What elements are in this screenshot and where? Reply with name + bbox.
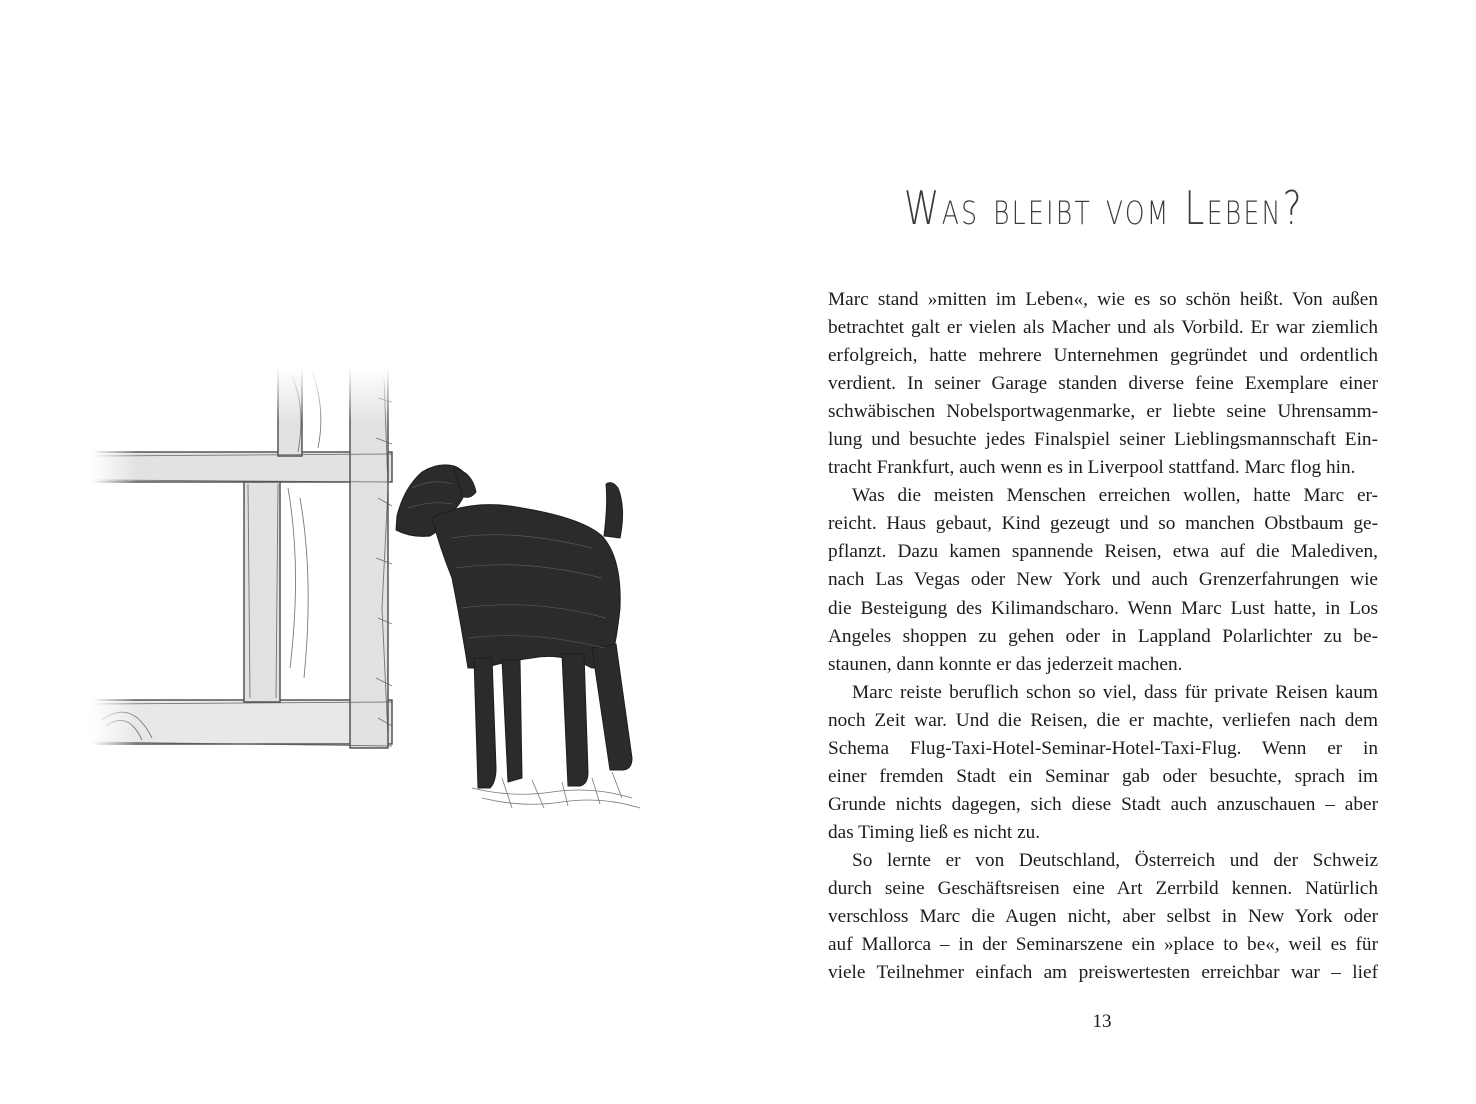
text-line: verdient. In seiner Garage standen diverse feine Exemplare einer	[828, 373, 1378, 395]
text-line: viele Teilnehmer einfach am preiswertesten erreichbar war – lief	[828, 962, 1378, 984]
text-line: Schema Flug-Taxi-Hotel-Seminar-Hotel-Taxi-Flug. Wenn er in	[828, 737, 1378, 759]
text-line: durch seine Geschäftsreisen eine Art Zerrbild kennen. Natürlich	[828, 877, 1378, 899]
text-line: das Timing ließ es nicht zu.	[828, 821, 1041, 843]
chapter-title: Was bleibt vom Leben?	[903, 180, 1305, 235]
body-text	[828, 286, 1378, 987]
text-line: Was die meisten Menschen erreichen wollen, hatte Marc er-	[852, 485, 1378, 507]
text-line: betrachtet galt er vielen als Macher und als Vorbild. Er war ziemlich	[828, 317, 1378, 339]
text-line: verschloss Marc die Augen nicht, aber selbst in New York oder	[828, 906, 1378, 928]
dog-at-window-illustration	[92, 368, 652, 820]
text-line: So lernte er von Deutschland, Österreich und der Schweiz	[852, 849, 1378, 871]
text-line: die Besteigung des Kilimandscharo. Wenn Marc Lust hatte, in Los	[828, 597, 1378, 619]
page-number: 13	[1092, 1011, 1112, 1032]
text-line: noch Zeit war. Und die Reisen, die er machte, verliefen nach dem	[828, 709, 1378, 731]
text-line: Marc stand »mitten im Leben«, wie es so schön heißt. Von außen	[828, 289, 1378, 310]
text-line: pflanzt. Dazu kamen spannende Reisen, etwa auf die Malediven,	[828, 541, 1378, 563]
text-line: lung und besuchte jedes Finalspiel seiner Lieblingsmannschaft Ein-	[828, 429, 1378, 451]
text-line: Marc reiste beruflich schon so viel, dass für private Reisen kaum	[852, 681, 1378, 703]
text-line: staunen, dann konnte er das jederzeit machen.	[828, 653, 1183, 675]
text-line: nach Las Vegas oder New York und auch Grenzerfahrungen wie	[828, 569, 1378, 591]
text-line: tracht Frankfurt, auch wenn es in Liverpool stattfand. Marc flog hin.	[828, 457, 1356, 479]
text-line: reicht. Haus gebaut, Kind gezeugt und so manchen Obstbaum ge-	[828, 513, 1378, 535]
illustration-drawing	[92, 368, 652, 820]
text-line: einer fremden Stadt ein Seminar gab oder besuchte, sprach im	[828, 765, 1378, 787]
text-line: erfolgreich, hatte mehrere Unternehmen gegründet und ordentlich	[828, 345, 1378, 367]
text-line: schwäbischen Nobelsportwagenmarke, er liebte seine Uhrensamm-	[828, 401, 1378, 423]
text-line: auf Mallorca – in der Seminarszene ein »place to be«, weil es für	[828, 934, 1378, 956]
text-line: Angeles shoppen zu gehen oder in Lappland Polarlichter zu be-	[828, 625, 1378, 647]
text-line: Grunde nichts dagegen, sich diese Stadt auch anzuschauen – aber	[828, 793, 1378, 815]
